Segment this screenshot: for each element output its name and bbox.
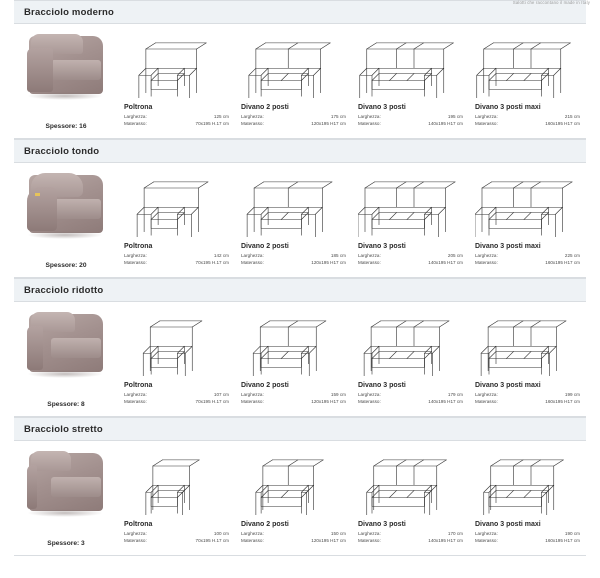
spec-width-line: [241, 114, 346, 121]
sofa-line-drawing: [241, 167, 346, 237]
model-name: Divano 3 posti maxi: [475, 521, 541, 528]
spec-width-key: Larghezza:: [124, 531, 147, 536]
spec-width-line: [358, 114, 463, 121]
section-narrow: [14, 278, 586, 417]
spec-mattress-line: [358, 121, 463, 128]
spec-mattress-key: Materasso:: [475, 398, 498, 404]
spec-width-line: [475, 114, 580, 121]
spec-width-line: [241, 392, 346, 399]
spec-mattress-key: Materasso:: [475, 259, 498, 265]
spec-width-key: Larghezza:: [241, 531, 264, 536]
spec-mattress-line: [124, 538, 229, 545]
model-specs: [124, 114, 229, 127]
spec-mattress-line: [241, 538, 346, 545]
sofa-line-drawing: [241, 306, 346, 376]
section-title: Bracciolo stretto: [24, 423, 103, 435]
spec-width-key: Larghezza:: [475, 392, 498, 397]
model-cell: [118, 163, 235, 277]
sofa-seat-shape: [51, 199, 101, 219]
model-cell: [352, 163, 469, 277]
arm-thickness-label: Spessore: 3: [47, 540, 85, 547]
spec-width-key: Larghezza:: [358, 392, 381, 397]
spec-width-line: [358, 392, 463, 399]
spec-width-key: Larghezza:: [358, 114, 381, 119]
arm-photo: [25, 308, 107, 382]
sofa-line-drawing: [124, 28, 229, 98]
spec-width-value: 142 cm: [213, 253, 229, 258]
top-note: Salotti che raccontano il made in Italy: [512, 0, 590, 5]
arm-thickness-label: Spessore: 8: [47, 401, 85, 408]
photo-shadow: [27, 231, 103, 239]
spec-width-value: 107 cm: [213, 392, 229, 397]
spec-width-key: Larghezza:: [475, 253, 498, 258]
spec-mattress-value: 140x195 H17 cm: [428, 259, 463, 265]
spec-width-line: [358, 253, 463, 260]
spec-width-value: 175 cm: [330, 114, 346, 119]
spec-mattress-key: Materasso:: [358, 259, 381, 265]
model-specs: [358, 392, 463, 405]
photo-shadow: [27, 370, 103, 378]
model-name: Divano 2 posti: [241, 243, 289, 250]
spec-width-value: 159 cm: [330, 392, 346, 397]
sofa-line-drawing: [475, 28, 580, 98]
spec-width-value: 185 cm: [330, 253, 346, 258]
spec-mattress-key: Materasso:: [241, 398, 264, 404]
model-name: Poltrona: [124, 104, 153, 111]
spec-width-line: [475, 253, 580, 260]
model-cell: [352, 24, 469, 138]
sofa-arm-front-shape: [27, 465, 37, 509]
spec-mattress-key: Materasso:: [241, 537, 264, 543]
arm-thickness-label: Spessore: 20: [45, 262, 87, 269]
section-thin: [14, 417, 586, 556]
model-cell: [469, 302, 586, 416]
model-specs: [241, 392, 346, 405]
model-specs: [124, 253, 229, 266]
spec-mattress-value: 120x195 H17 cm: [311, 120, 346, 126]
model-specs: [358, 114, 463, 127]
sofa-line-drawing: [241, 28, 346, 98]
model-specs: [475, 253, 580, 266]
arm-photo-cell: [14, 163, 118, 277]
arm-photo: [25, 447, 107, 521]
spec-mattress-key: Materasso:: [124, 537, 147, 543]
section-row: [14, 163, 586, 278]
model-specs: [241, 531, 346, 544]
section-title: Bracciolo tondo: [24, 145, 100, 157]
arm-photo-cell: [14, 302, 118, 416]
spec-width-line: [475, 392, 580, 399]
sofa-line-drawing: [358, 445, 463, 515]
spec-mattress-value: 160x195 H17 cm: [545, 259, 580, 265]
spec-mattress-value: 160x195 H17 cm: [545, 537, 580, 543]
fabric-tag-icon: [35, 193, 40, 196]
spec-mattress-line: [475, 260, 580, 267]
model-cell: [235, 302, 352, 416]
model-name: Divano 3 posti: [358, 243, 406, 250]
model-specs: [241, 253, 346, 266]
spec-width-key: Larghezza:: [241, 114, 264, 119]
spec-mattress-key: Materasso:: [475, 120, 498, 126]
spec-width-value: 170 cm: [447, 531, 463, 536]
spec-width-value: 190 cm: [564, 531, 580, 536]
section-header: [14, 1, 586, 24]
spec-width-key: Larghezza:: [124, 253, 147, 258]
spec-width-value: 205 cm: [447, 253, 463, 258]
sofa-arm-front-shape: [27, 48, 53, 92]
spec-width-key: Larghezza:: [124, 114, 147, 119]
model-specs: [241, 114, 346, 127]
spec-mattress-line: [124, 399, 229, 406]
section-row: [14, 24, 586, 139]
spec-mattress-key: Materasso:: [241, 120, 264, 126]
spec-width-key: Larghezza:: [475, 531, 498, 536]
sofa-line-drawing: [475, 306, 580, 376]
arm-thickness-label: Spessore: 16: [45, 123, 87, 130]
spec-mattress-line: [124, 260, 229, 267]
sofa-line-drawing: [358, 167, 463, 237]
sofa-arm-front-shape: [27, 187, 57, 231]
sofa-line-drawing: [475, 445, 580, 515]
spec-mattress-value: 120x195 H17 cm: [311, 537, 346, 543]
spec-mattress-key: Materasso:: [475, 537, 498, 543]
model-name: Poltrona: [124, 521, 153, 528]
spec-mattress-line: [475, 121, 580, 128]
spec-mattress-line: [358, 399, 463, 406]
model-name: Divano 3 posti: [358, 104, 406, 111]
model-specs: [124, 531, 229, 544]
model-cell: [118, 302, 235, 416]
model-cell: [235, 441, 352, 555]
spec-width-value: 225 cm: [564, 253, 580, 258]
spec-mattress-value: 140x195 H17 cm: [428, 120, 463, 126]
model-cell: [118, 24, 235, 138]
section-round: [14, 139, 586, 278]
sofa-line-drawing: [124, 306, 229, 376]
spec-width-value: 195 cm: [447, 114, 463, 119]
spec-width-value: 100 cm: [213, 531, 229, 536]
spec-mattress-line: [358, 260, 463, 267]
spec-width-line: [475, 531, 580, 538]
spec-width-line: [241, 531, 346, 538]
spec-width-key: Larghezza:: [475, 114, 498, 119]
spec-width-key: Larghezza:: [358, 253, 381, 258]
sofa-arm-top-shape: [31, 451, 71, 471]
section-header: [14, 279, 586, 302]
spec-mattress-key: Materasso:: [241, 259, 264, 265]
section-header: [14, 418, 586, 441]
model-name: Divano 2 posti: [241, 382, 289, 389]
arm-photo-cell: [14, 24, 118, 138]
spec-width-line: [124, 114, 229, 121]
arm-photo: [25, 169, 107, 243]
spec-mattress-line: [475, 538, 580, 545]
section-row: [14, 302, 586, 417]
spec-width-value: 199 cm: [564, 392, 580, 397]
sofa-line-drawing: [358, 306, 463, 376]
spec-width-value: 125 cm: [213, 114, 229, 119]
model-specs: [475, 392, 580, 405]
model-name: Divano 3 posti maxi: [475, 243, 541, 250]
spec-mattress-value: 70x195 H.17 cm: [195, 120, 229, 126]
model-cell: [235, 24, 352, 138]
section-title: Bracciolo ridotto: [24, 284, 104, 296]
spec-mattress-line: [241, 399, 346, 406]
section-header: [14, 140, 586, 163]
spec-mattress-key: Materasso:: [124, 398, 147, 404]
photo-shadow: [27, 509, 103, 517]
sofa-seat-shape: [51, 338, 101, 358]
spec-width-value: 179 cm: [447, 392, 463, 397]
model-name: Divano 3 posti maxi: [475, 104, 541, 111]
spec-mattress-value: 160x195 H17 cm: [545, 120, 580, 126]
spec-mattress-line: [475, 399, 580, 406]
spec-mattress-value: 140x195 H17 cm: [428, 537, 463, 543]
sofa-seat-shape: [51, 60, 101, 80]
model-cell: [469, 441, 586, 555]
spec-width-key: Larghezza:: [358, 531, 381, 536]
spec-width-key: Larghezza:: [241, 392, 264, 397]
spec-width-line: [241, 253, 346, 260]
spec-width-line: [124, 531, 229, 538]
section-title: Bracciolo moderno: [24, 6, 114, 18]
sofa-line-drawing: [358, 28, 463, 98]
model-specs: [475, 114, 580, 127]
spec-width-key: Larghezza:: [241, 253, 264, 258]
model-specs: [358, 253, 463, 266]
spec-mattress-line: [241, 260, 346, 267]
spec-mattress-value: 70x195 H.17 cm: [195, 259, 229, 265]
spec-mattress-value: 70x195 H.17 cm: [195, 398, 229, 404]
spec-width-value: 150 cm: [330, 531, 346, 536]
spec-mattress-value: 70x195 H.17 cm: [195, 537, 229, 543]
sofa-line-drawing: [124, 167, 229, 237]
spec-mattress-key: Materasso:: [124, 259, 147, 265]
sofa-seat-shape: [51, 477, 101, 497]
spec-mattress-key: Materasso:: [124, 120, 147, 126]
model-cell: [469, 24, 586, 138]
arm-photo-cell: [14, 441, 118, 555]
model-cell: [469, 163, 586, 277]
section-modern: [14, 0, 586, 139]
spec-width-key: Larghezza:: [124, 392, 147, 397]
spec-mattress-value: 120x195 H17 cm: [311, 398, 346, 404]
section-row: [14, 441, 586, 556]
spec-mattress-key: Materasso:: [358, 398, 381, 404]
spec-mattress-value: 160x195 H17 cm: [545, 398, 580, 404]
spec-width-value: 215 cm: [564, 114, 580, 119]
model-cell: [118, 441, 235, 555]
spec-mattress-value: 120x195 H17 cm: [311, 259, 346, 265]
model-specs: [124, 392, 229, 405]
spec-mattress-key: Materasso:: [358, 537, 381, 543]
spec-mattress-line: [241, 121, 346, 128]
model-name: Divano 3 posti: [358, 521, 406, 528]
model-name: Poltrona: [124, 382, 153, 389]
model-name: Divano 2 posti: [241, 104, 289, 111]
spec-mattress-key: Materasso:: [358, 120, 381, 126]
model-cell: [352, 441, 469, 555]
model-name: Divano 3 posti: [358, 382, 406, 389]
spec-mattress-line: [124, 121, 229, 128]
model-name: Poltrona: [124, 243, 153, 250]
sofa-line-drawing: [475, 167, 580, 237]
model-specs: [358, 531, 463, 544]
spec-width-line: [124, 253, 229, 260]
spec-width-line: [124, 392, 229, 399]
model-cell: [352, 302, 469, 416]
model-name: Divano 3 posti maxi: [475, 382, 541, 389]
sofa-arm-front-shape: [27, 326, 43, 370]
sofa-line-drawing: [124, 445, 229, 515]
model-cell: [235, 163, 352, 277]
sofa-line-drawing: [241, 445, 346, 515]
model-specs: [475, 531, 580, 544]
arm-photo: [25, 30, 107, 104]
spec-width-line: [358, 531, 463, 538]
model-name: Divano 2 posti: [241, 521, 289, 528]
spec-mattress-line: [358, 538, 463, 545]
photo-shadow: [27, 92, 103, 100]
spec-mattress-value: 140x195 H17 cm: [428, 398, 463, 404]
